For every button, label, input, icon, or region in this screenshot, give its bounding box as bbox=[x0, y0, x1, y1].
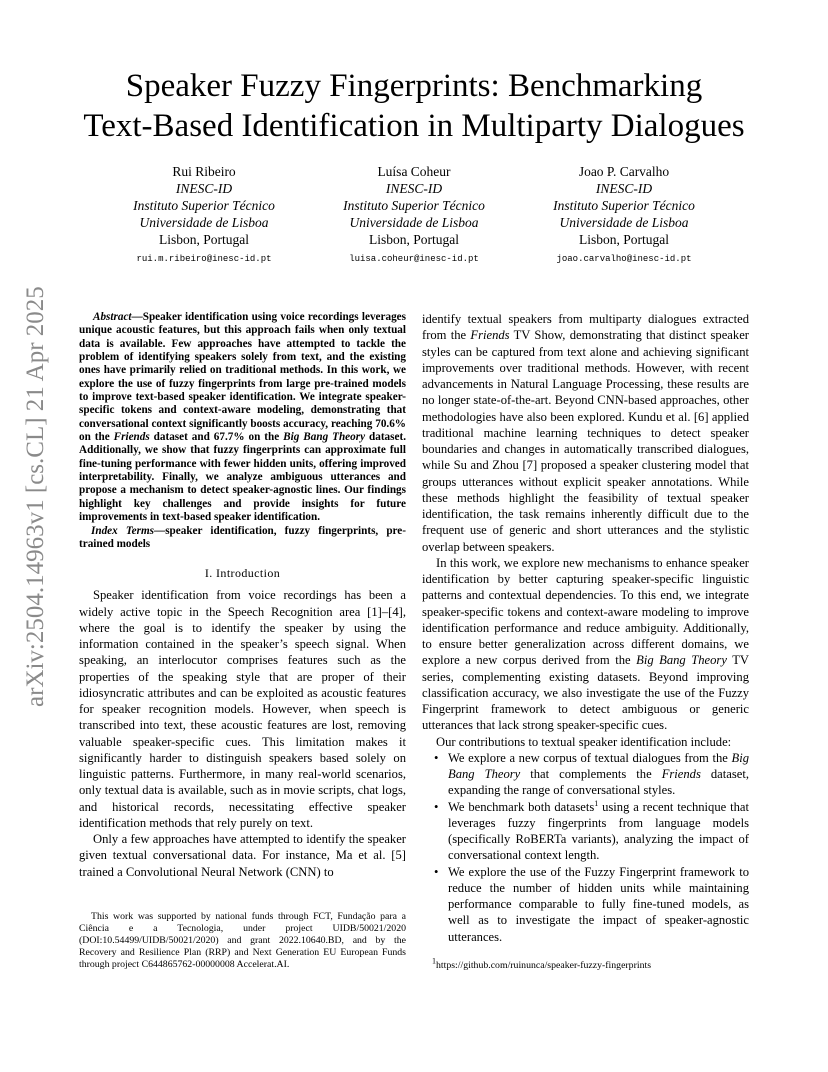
author-block-3 bbox=[524, 163, 724, 268]
author-email[interactable]: rui.m.ribeiro@inesc-id.pt bbox=[136, 254, 272, 264]
author-location: Lisbon, Portugal bbox=[369, 232, 459, 247]
author-affiliation: INESC-ID bbox=[595, 181, 653, 196]
author-affiliation: Instituto Superior Técnico bbox=[133, 198, 275, 213]
author-name: Rui Ribeiro bbox=[172, 164, 236, 179]
index-terms-label: Index Terms bbox=[91, 524, 155, 537]
list-item: • We explore a new corpus of textual dialogues from the Big Bang Theory that complements the Friends dataset, expanding the range of conversational styles. bbox=[422, 750, 749, 799]
funding-footnote: This work was supported by national funds through FCT, Fundação para a Ciência e a Tecnologia, under project UIDB/50021/2020 (DOI:10.54499/UIDB/50021/2020) and grant 2022.10640.BD, and by the Recovery and Resilience Plan (RRP) and Next Generation EU European Funds through project C644865762-00000008 Accelerat.AI. bbox=[79, 911, 406, 970]
author-name: Joao P. Carvalho bbox=[578, 164, 670, 179]
author-block-1 bbox=[104, 163, 304, 268]
author-affiliation: Instituto Superior Técnico bbox=[553, 198, 695, 213]
footnote-url-link[interactable]: https://github.com/ruinunca/speaker-fuzzy-fingerprints bbox=[436, 960, 652, 971]
author-affiliation: INESC-ID bbox=[385, 181, 443, 196]
section-heading-introduction: I. Introduction bbox=[204, 566, 281, 581]
author-affiliation: Universidade de Lisboa bbox=[139, 215, 269, 230]
list-item: • We benchmark both datasets$^1$ using a recent technique that leverages fuzzy fingerprints from language models (specifically RoBERTa variants), analyzing the impact of conversational context length. bbox=[422, 799, 749, 864]
paper-title bbox=[60, 66, 768, 146]
author-location: Lisbon, Portugal bbox=[579, 232, 669, 247]
left-column bbox=[79, 311, 406, 880]
intro-paragraph: Only a few approaches have attempted to identify the speaker given textual conversational data. For instance, Ma et al. [5] trained a Convolutional Neural Network (CNN) to bbox=[79, 832, 406, 879]
list-item: • We explore the use of the Fuzzy Fingerprint framework to reduce the number of hidden units while maintaining performance comparable to fully fine-tuned models, as well as to investigate the impact of speaker-agnostic utterances. bbox=[422, 864, 749, 945]
author-affiliation: INESC-ID bbox=[175, 181, 233, 196]
url-footnote bbox=[422, 956, 749, 972]
abstract-label: Abstract bbox=[93, 311, 132, 323]
arxiv-stamp[interactable]: arXiv:2504.14963v1 [cs.CL] 21 Apr 2025 bbox=[22, 286, 49, 708]
author-name: Luísa Coheur bbox=[377, 164, 451, 179]
author-affiliation: Universidade de Lisboa bbox=[349, 215, 479, 230]
author-email[interactable]: luisa.coheur@inesc-id.pt bbox=[349, 254, 479, 264]
author-affiliation: Instituto Superior Técnico bbox=[343, 198, 485, 213]
author-block-2 bbox=[314, 163, 514, 268]
author-location: Lisbon, Portugal bbox=[159, 232, 249, 247]
title-line-2: Text-Based Identification in Multiparty Dialogues bbox=[83, 108, 745, 144]
title-line-1: Speaker Fuzzy Fingerprints: Benchmarking bbox=[125, 68, 703, 104]
contributions-list bbox=[422, 750, 749, 945]
right-column bbox=[422, 311, 749, 945]
author-email[interactable]: joao.carvalho@inesc-id.pt bbox=[556, 254, 692, 264]
contributions-intro: Our contributions to textual speaker identification include: bbox=[436, 734, 732, 749]
intro-paragraph: Speaker identification from voice recordings has been a widely active topic in the Speech Recognition area [1]–[4], where the goal is to identify the speaker by using the information contained in the speaker’s speech signal. When speaking, an interlocutor comprises features such as the properties of the speaking style that are proper of their idiosyncratic attributes and can be exploited as acoustic features for speaker recognition models. However, when speech is transcribed into text, these acoustic features are lost, removing valuable speaker-specific cues. This limitation makes it significantly harder to distinguish speakers based solely on linguistic patterns. Furthermore, in many real-world scenarios, only textual data is available, such as in movie scripts, chat logs, and historical records, necessitating effective speaker identification methods that rely purely on text. bbox=[79, 588, 406, 830]
index-terms: Index Terms—speaker identification, fuzzy fingerprints, pre-trained models bbox=[79, 524, 406, 550]
footnote-number: 1 bbox=[432, 956, 436, 966]
intro-paragraph-continued: identify textual speakers from multiparty dialogues extracted from the Friends TV Show, demonstrating that distinct speaker styles can be captured from text alone and achieving significant improvements over traditional methods. However, with recent advancements in Natural Language Processing, these results are no longer state-of-the-art. Beyond CNN-based approaches, other methodologies have also been explored. Kundu et al. [6] applied traditional machine learning techniques to detect speaker boundaries and changes in automatically transcribed dialogues, while Su and Zhou [7] proposed a speaker clustering model that groups utterances without explicit speaker annotations. While these methods highlight the feasibility of textual speaker identification, the task remains inherently difficult due to the frequent use of generic and short utterances and the stylistic overlap between speakers. bbox=[422, 312, 749, 554]
abstract: Abstract—Speaker identification using voice recordings leverages unique acoustic features, but this approach fails when only textual data is available. Few approaches have attempted to tackle the problem of identifying speakers solely from text, and the existing ones have primarily relied on traditional methods. In this work, we explore the use of fuzzy fingerprints from large pre-trained models to improve text-based speaker identification. We integrate speaker-specific tokens and context-aware modeling, demonstrating that conversational context significantly boosts accuracy, reaching 70.6% on the Friends dataset and 67.7% on the Big Bang Theory dataset. Additionally, we show that fuzzy fingerprints can approximate full fine-tuning performance with fewer hidden units, offering improved interpretability. Finally, we analyze ambiguous utterances and propose a mechanism to detect speaker-agnostic lines. Our findings highlight key challenges and provide insights for future improvements in text-based speaker identification. bbox=[79, 311, 406, 524]
footnote-marker[interactable]: 1 bbox=[594, 798, 599, 808]
author-affiliation: Universidade de Lisboa bbox=[559, 215, 689, 230]
intro-paragraph: In this work, we explore new mechanisms to enhance speaker identification by better capturing speaker-specific linguistic patterns and contextual dependencies. To this end, we integrate speaker-specific tokens and context-aware modeling to improve identification performance and reduce ambiguity. Additionally, to ensure better generalization across different domains, we explore a new corpus derived from the Big Bang Theory TV series, complementing existing datasets. Beyond improving classification accuracy, we also investigate the use of the Fuzzy Fingerprint framework to detect ambiguous or generic utterances that lack strong speaker-specific cues. bbox=[422, 555, 749, 733]
